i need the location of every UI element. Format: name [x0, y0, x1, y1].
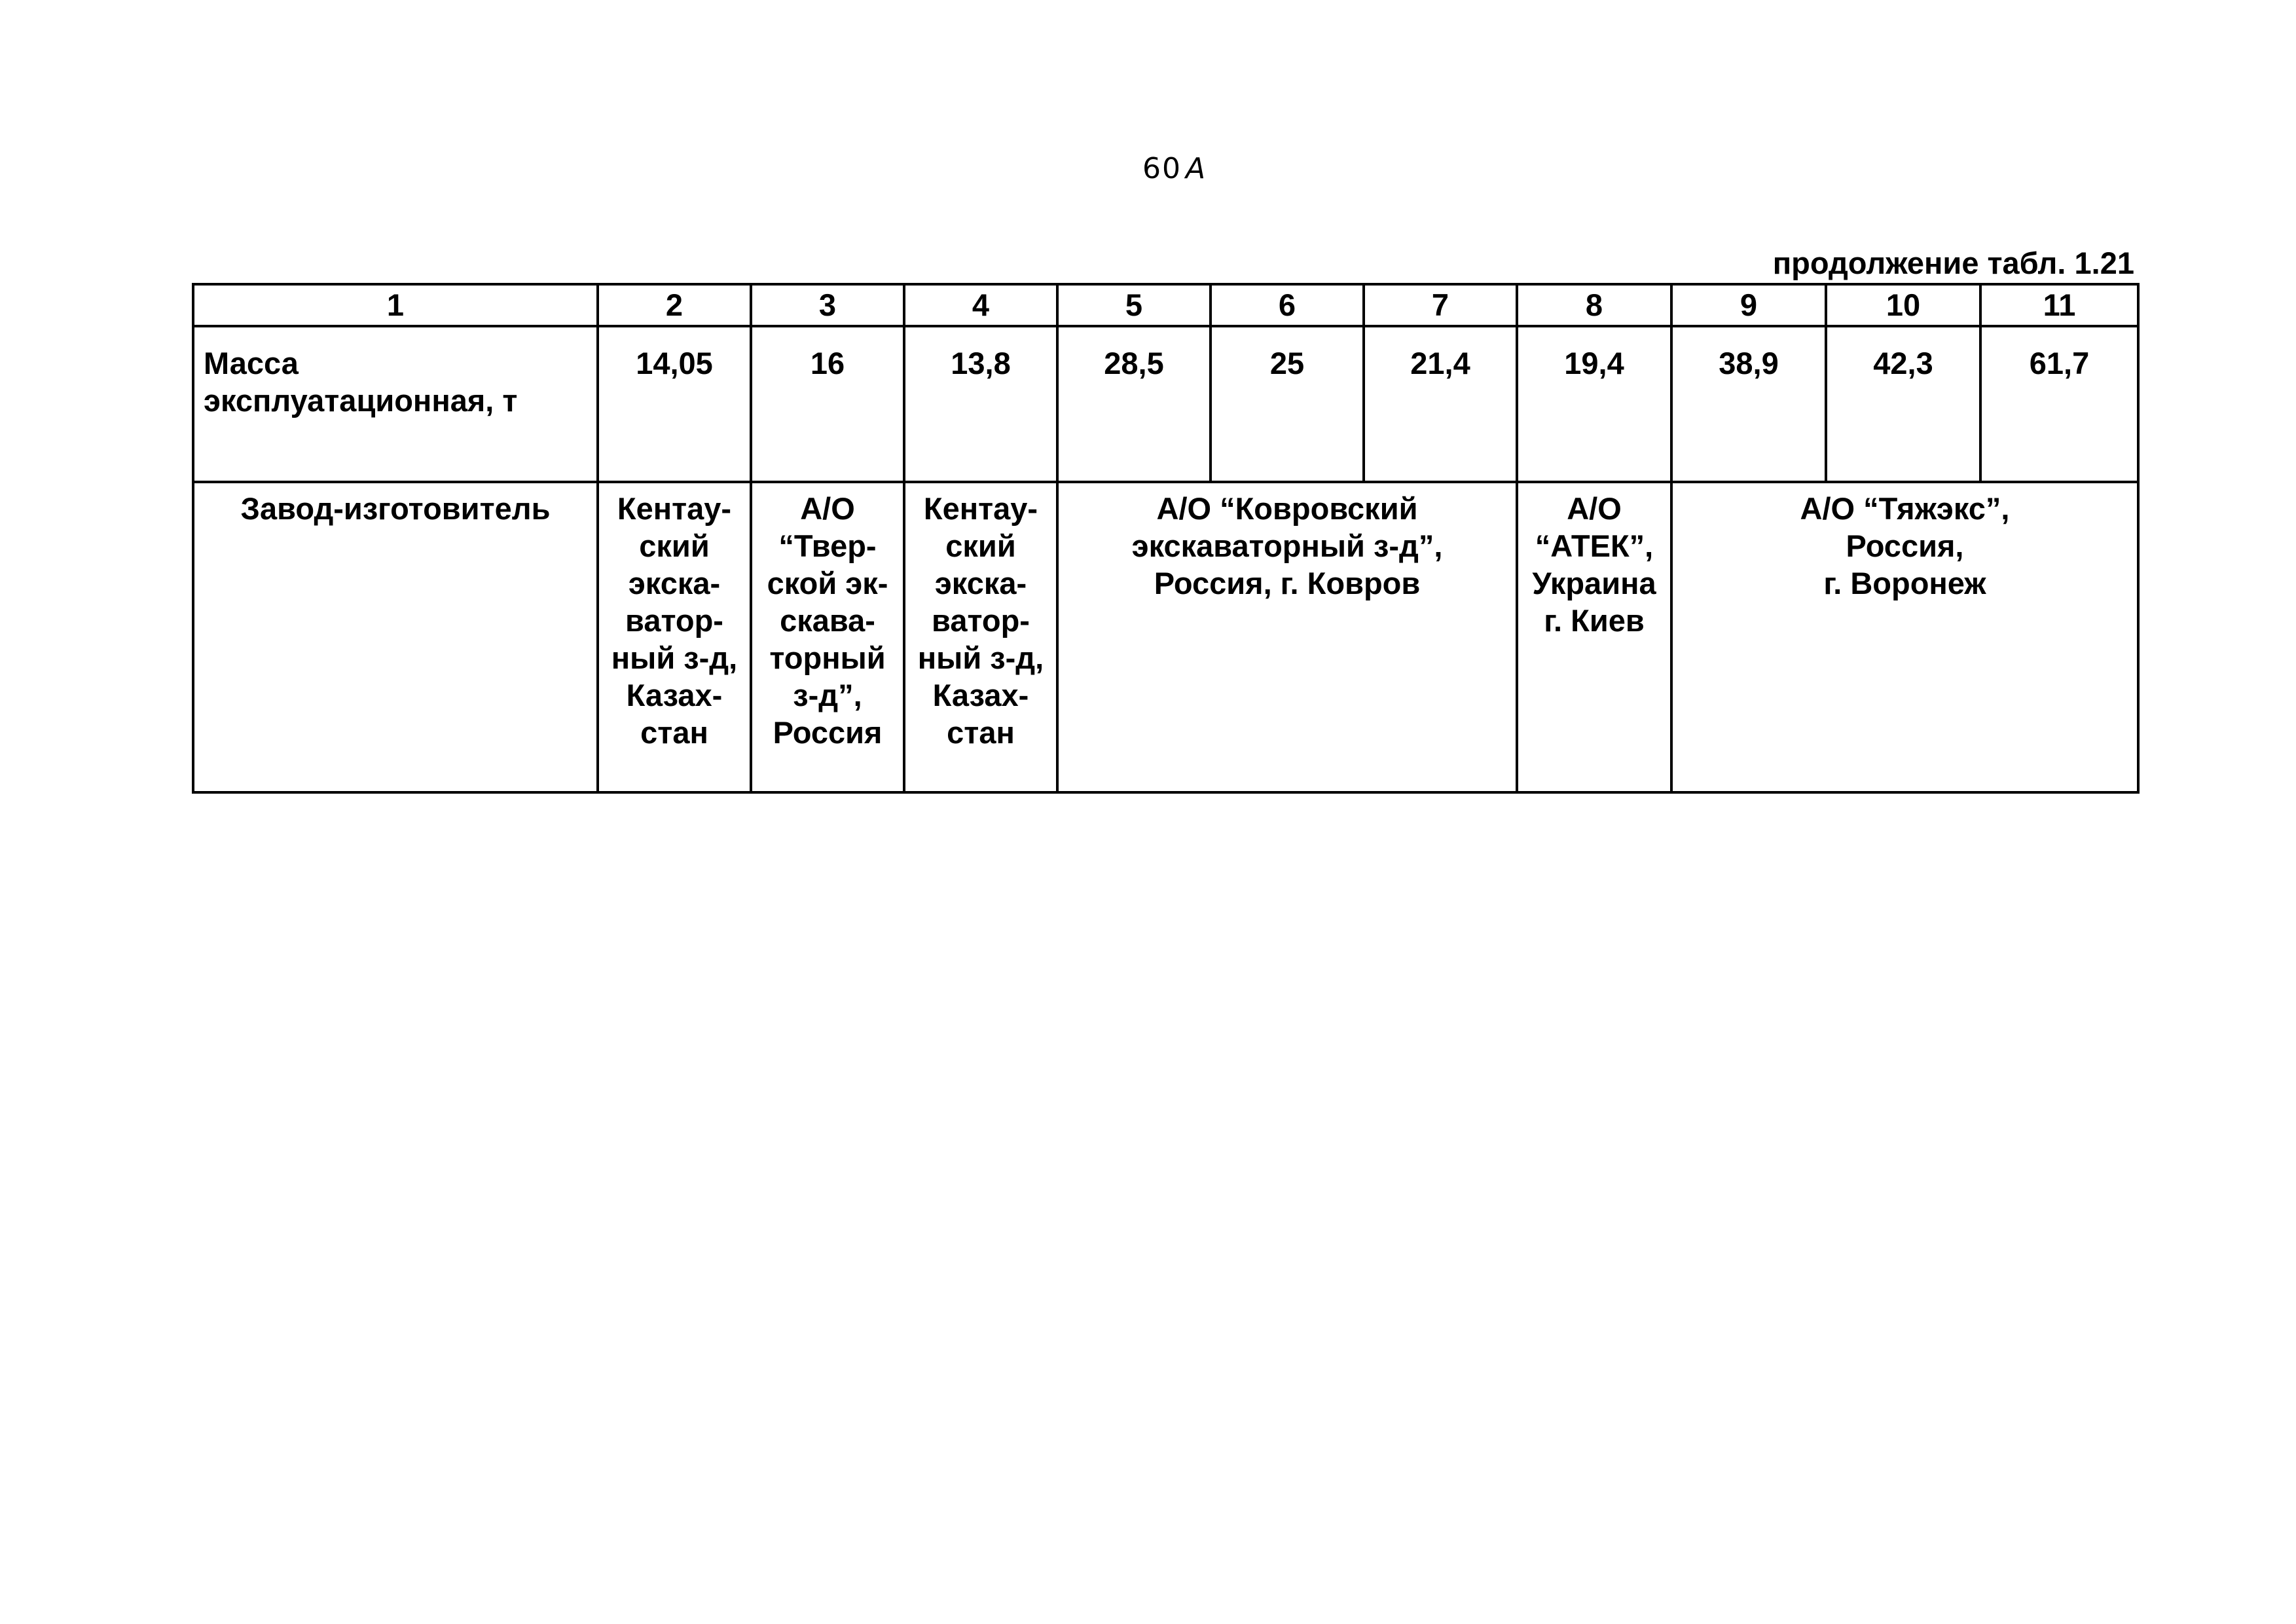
mass-value: 38,9 [1671, 326, 1826, 482]
page-number-value: 60 [1142, 152, 1182, 185]
column-number: 8 [1517, 284, 1671, 326]
column-number: 7 [1364, 284, 1517, 326]
table-row-mass [193, 326, 2138, 482]
column-number: 1 [193, 284, 598, 326]
mass-value: 25 [1211, 326, 1364, 482]
table-caption: продолжение табл. 1.21 [1772, 246, 2134, 280]
mass-value: 16 [751, 326, 904, 482]
column-number: 4 [904, 284, 1057, 326]
manufacturer-cell: Кентау- ский экска- ватор- ный з-д, Казах- стан [904, 482, 1057, 792]
manufacturer-cell: А/О “Твер- ской эк- скава- торный з-д”, Россия [751, 482, 904, 792]
table-row-manufacturer [193, 482, 2138, 792]
manufacturer-cell: А/О “Ковровский экскаваторный з-д”, Россия, г. Ковров [1057, 482, 1517, 792]
column-number: 5 [1057, 284, 1211, 326]
table-header-row [193, 284, 2138, 326]
row-label-mass: Масса эксплуатационная, т [193, 326, 598, 482]
row-label-manufacturer: Завод-изготовитель [193, 482, 598, 792]
page-number-suffix: A [1186, 152, 1207, 185]
page-number [1142, 152, 1207, 185]
mass-value: 42,3 [1826, 326, 1980, 482]
spec-table [192, 283, 2140, 794]
manufacturer-cell: А/О “АТЕК”, Украина г. Киев [1517, 482, 1671, 792]
column-number: 9 [1671, 284, 1826, 326]
mass-value: 28,5 [1057, 326, 1211, 482]
mass-value: 21,4 [1364, 326, 1517, 482]
manufacturer-cell: А/О “Тяжэкс”, Россия, г. Воронеж [1671, 482, 2138, 792]
mass-value: 61,7 [1980, 326, 2138, 482]
column-number: 2 [598, 284, 751, 326]
mass-value: 14,05 [598, 326, 751, 482]
column-number: 10 [1826, 284, 1980, 326]
manufacturer-cell: Кентау- ский экска- ватор- ный з-д, Казах- стан [598, 482, 751, 792]
column-number: 3 [751, 284, 904, 326]
mass-value: 13,8 [904, 326, 1057, 482]
mass-value: 19,4 [1517, 326, 1671, 482]
column-number: 6 [1211, 284, 1364, 326]
column-number: 11 [1980, 284, 2138, 326]
